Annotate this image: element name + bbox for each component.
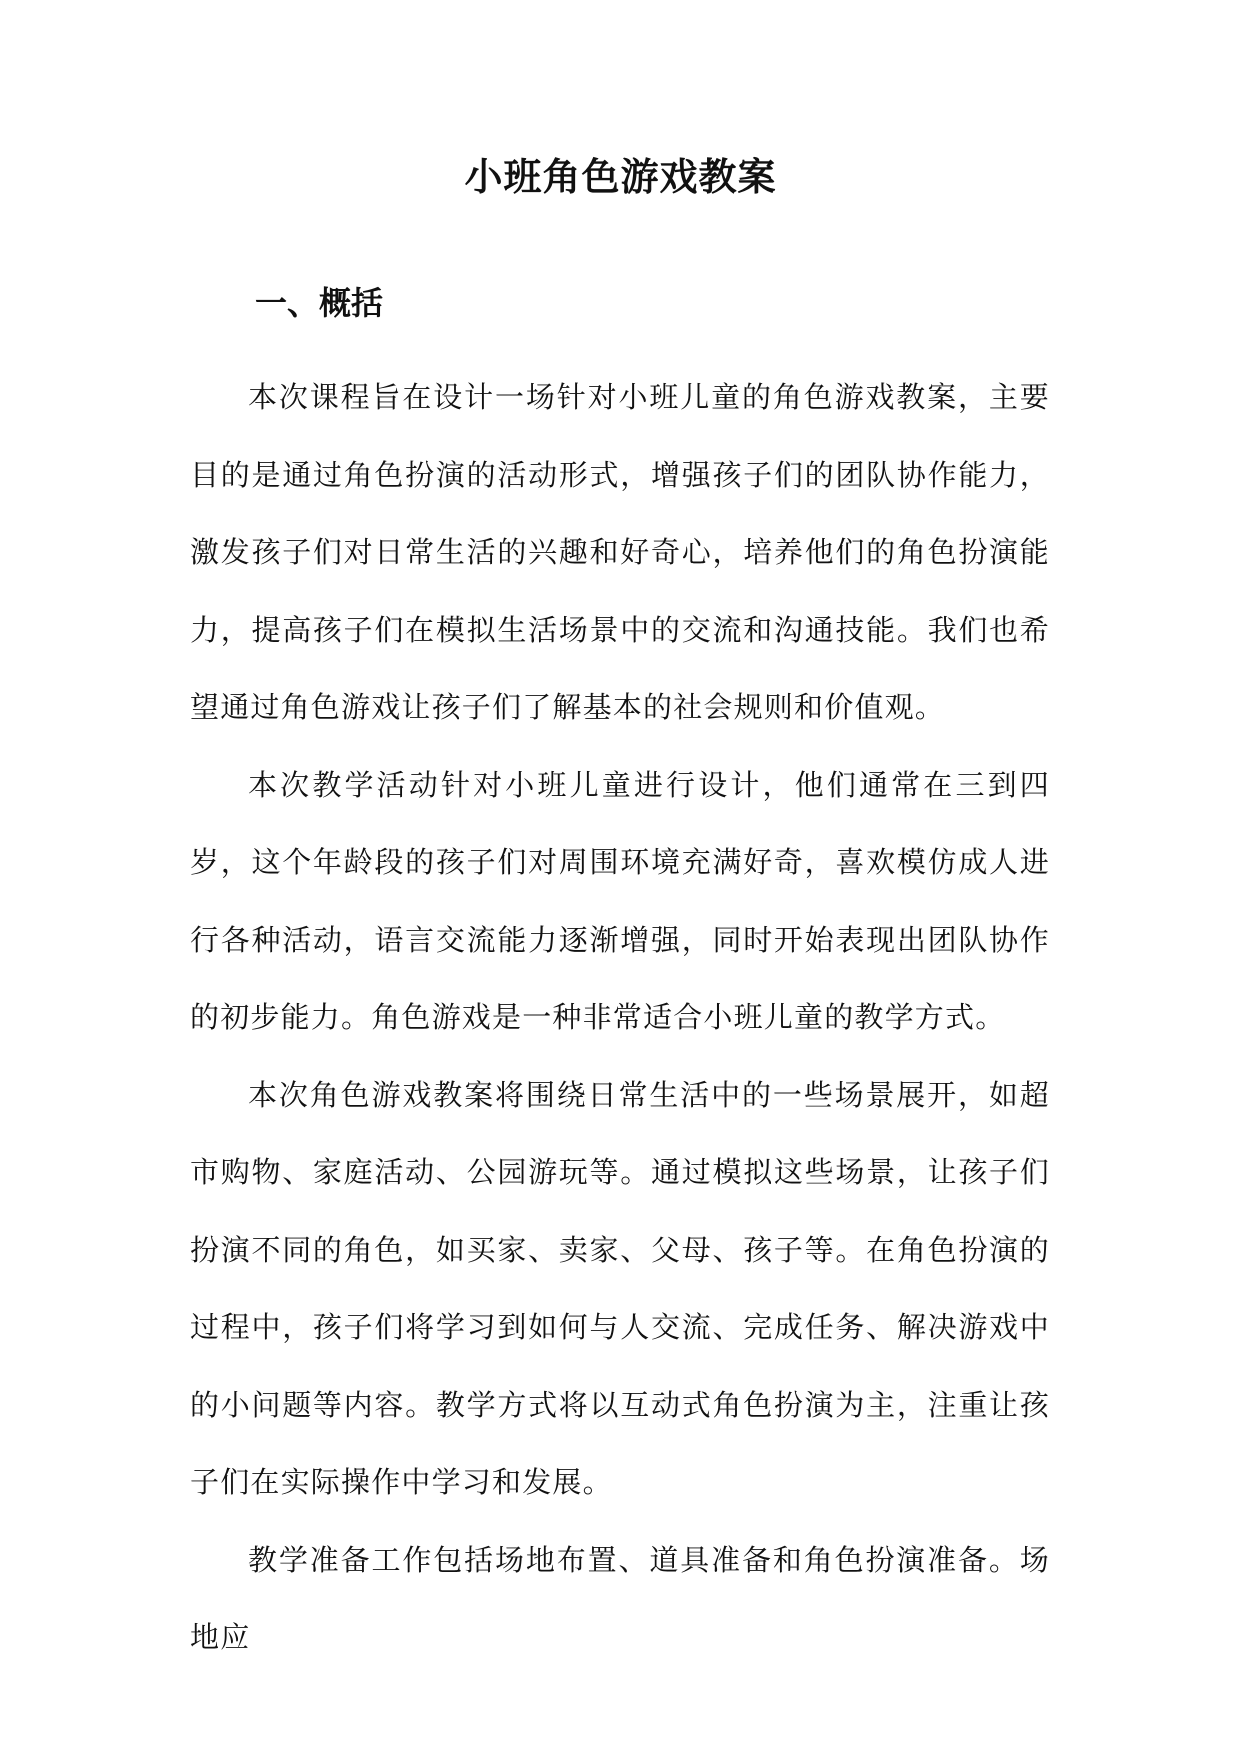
paragraph-content-and-method: 本次角色游戏教案将围绕日常生活中的一些场景展开，如超市购物、家庭活动、公园游玩等。通过模拟这些场景，让孩子们扮演不同的角色，如买家、卖家、父母、孩子等。在角色扮演的过程中，孩子们将学习到如何与人交流、完成任务、解决游戏中的小问题等内容。教学方式将以互动式角色扮演为主，注重让孩子们在实际操作中学习和发展。: [190, 1077, 1050, 1499]
section-body: [190, 359, 1050, 1677]
paragraph-preparation: 教学准备工作包括场地布置、道具准备和角色扮演准备。场地应: [190, 1542, 1050, 1654]
document-title: 小班角色游戏教案: [464, 154, 777, 199]
paragraph-objectives: 本次课程旨在设计一场针对小班儿童的角色游戏教案，主要目的是通过角色扮演的活动形式，增强孩子们的团队协作能力，激发孩子们对日常生活的兴趣和好奇心，培养他们的角色扮演能力，提高孩子们在模拟生活场景中的交流和沟通技能。我们也希望通过角色游戏让孩子们了解基本的社会规则和价值观。: [190, 380, 1050, 724]
section-heading: 一、概括: [255, 284, 384, 322]
paragraph-target-audience: 本次教学活动针对小班儿童进行设计，他们通常在三到四岁，这个年龄段的孩子们对周围环境充满好奇，喜欢模仿成人进行各种活动，语言交流能力逐渐增强，同时开始表现出团队协作的初步能力。角色游戏是一种非常适合小班儿童的教学方式。: [190, 767, 1050, 1034]
